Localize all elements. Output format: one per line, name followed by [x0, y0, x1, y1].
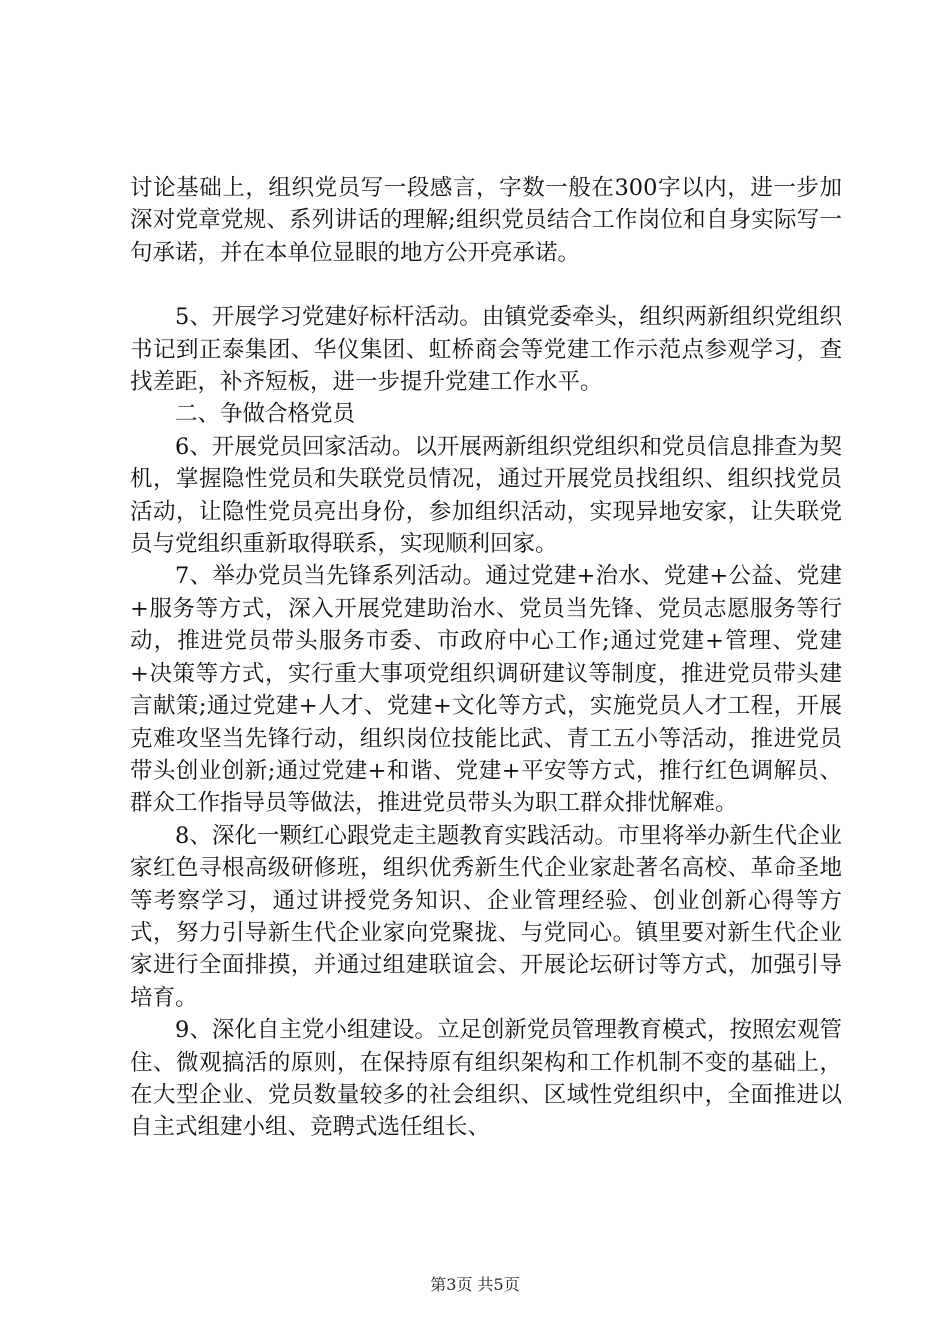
- paragraph-item-7: 7、举办党员当先锋系列活动。通过党建+治水、党建+公益、党建+服务等方式，深入开展党建助治水、党员当先锋、党员志愿服务等行动，推进党员带头服务市委、市政府中心工作;通过党建+管理、党建+决策等方式，实行重大事项党组织调研建议等制度，推进党员带头建言献策;通过党建+人才、党建+文化等方式，实施党员人才工程，开展克难攻坚当先锋行动，组织岗位技能比武、青工五小等活动，推进党员带头创业创新;通过党建+和谐、党建+平安等方式，推行红色调解员、群众工作指导员等做法，推进党员带头为职工群众排忧解难。: [130, 563, 842, 817]
- paragraph-item-9: 9、深化自主党小组建设。立足创新党员管理教育模式，按照宏观管住、微观搞活的原则，在保持原有组织架构和工作机制不变的基础上，在大型企业、党员数量较多的社会组织、区域性党组织中，全面推进以自主式组建小组、竞聘式选任组长、: [130, 1017, 842, 1141]
- document-body: [130, 172, 842, 1144]
- paragraph-item-8: 8、深化一颗红心跟党走主题教育实践活动。市里将举办新生代企业家红色寻根高级研修班，组织优秀新生代企业家赴著名高校、革命圣地等考察学习，通过讲授党务知识、企业管理经验、创业创新心得等方式，努力引导新生代企业家向党聚拢、与党同心。镇里要对新生代企业家进行全面排摸，并通过组建联谊会、开展论坛研讨等方式，加强引导培育。: [130, 822, 842, 1011]
- paragraph-item-5: 5、开展学习党建好标杆活动。由镇党委牵头，组织两新组织党组织书记到正泰集团、华仪集团、虹桥商会等党建工作示范点参观学习，查找差距，补齐短板，进一步提升党建工作水平。: [130, 304, 842, 396]
- page-footer: 第3页 共5页: [430, 1275, 520, 1294]
- section-heading: 二、争做合格党员: [175, 401, 356, 428]
- paragraph-item-6: 6、开展党员回家活动。以开展两新组织党组织和党员信息排查为契机，掌握隐性党员和失联党员情况，通过开展党员找组织、组织找党员活动，让隐性党员亮出身份，参加组织活动，实现异地安家，让失联党员与党组织重新取得联系，实现顺利回家。: [130, 433, 842, 558]
- paragraph-continuation: 讨论基础上，组织党员写一段感言，字数一般在300字以内，进一步加深对党章党规、系列讲话的理解;组织党员结合工作岗位和自身实际写一句承诺，并在本单位显眼的地方公开亮承诺。: [130, 175, 842, 266]
